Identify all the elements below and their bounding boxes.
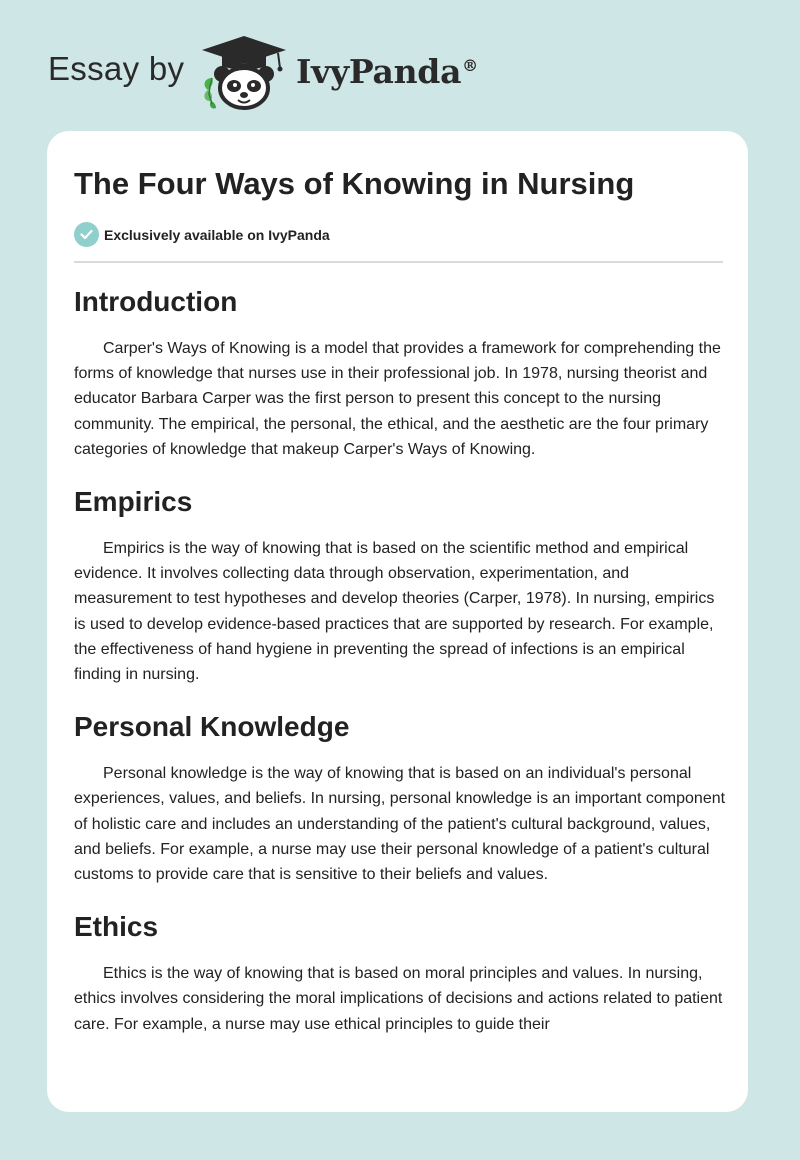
section-heading-empirics: Empirics — [74, 486, 193, 518]
essay-card — [47, 131, 748, 1112]
site-header — [0, 0, 800, 130]
divider — [74, 261, 723, 263]
paragraph-personal-knowledge: Personal knowledge is the way of knowing that is based on an individual's personal experiences, values, and beliefs. In nursing, personal knowledge is an important component of holistic care and includes an understanding of the patient's cultural background, values, and beliefs. For example, a nurse may use their personal knowledge of a patient's cultural customs to provide care that is sensitive to their beliefs and values. — [74, 765, 726, 884]
essay-by-label: Essay by — [48, 50, 185, 87]
ivy-leaf-icon — [204, 78, 216, 109]
section-heading-ethics: Ethics — [74, 911, 159, 943]
check-circle-icon — [74, 222, 99, 247]
badge-label: Exclusively available on IvyPanda — [104, 226, 330, 243]
paragraph-introduction: Carper's Ways of Knowing is a model that provides a framework for comprehending the forms of knowledge that nurses use in their professional job. In 1978, nursing theorist and educator Barbara Carper was the first person to present this concept to the nursing community. The empirical, the personal, the ethical, and the aesthetic are the four primary categories of knowledge that makeup Carper's Ways of Knowing. — [74, 340, 721, 458]
section-heading-introduction: Introduction — [74, 286, 238, 317]
exclusive-badge — [74, 222, 330, 247]
paragraph-ethics: Ethics is the way of knowing that is based on moral principles and values. In nursing, ethics involves considering the moral implications of decisions and actions related to patient care. For example, a nurse may use ethical principles to guide their — [74, 965, 723, 1033]
registered-mark: ® — [462, 56, 478, 75]
essay-body — [74, 282, 726, 1057]
brand-name[interactable] — [296, 52, 478, 91]
paragraph-empirics: Empirics is the way of knowing that is based on the scientific method and empirical evidence. It involves collecting data through observation, experimentation, and measurement to test hypotheses and develop theories (Carper, 1978). In nursing, empirics is used to develop evidence-based practices that are supported by research. For example, the effectiveness of hand hygiene in preventing the spread of infections is an empirical finding in nursing. — [74, 540, 715, 684]
page-title: The Four Ways of Knowing in Nursing — [74, 166, 635, 201]
panda-graduate-logo-icon[interactable] — [198, 34, 290, 112]
section-heading-personal-knowledge: Personal Knowledge — [74, 711, 350, 743]
brand-name-text: IvyPanda — [296, 52, 462, 91]
